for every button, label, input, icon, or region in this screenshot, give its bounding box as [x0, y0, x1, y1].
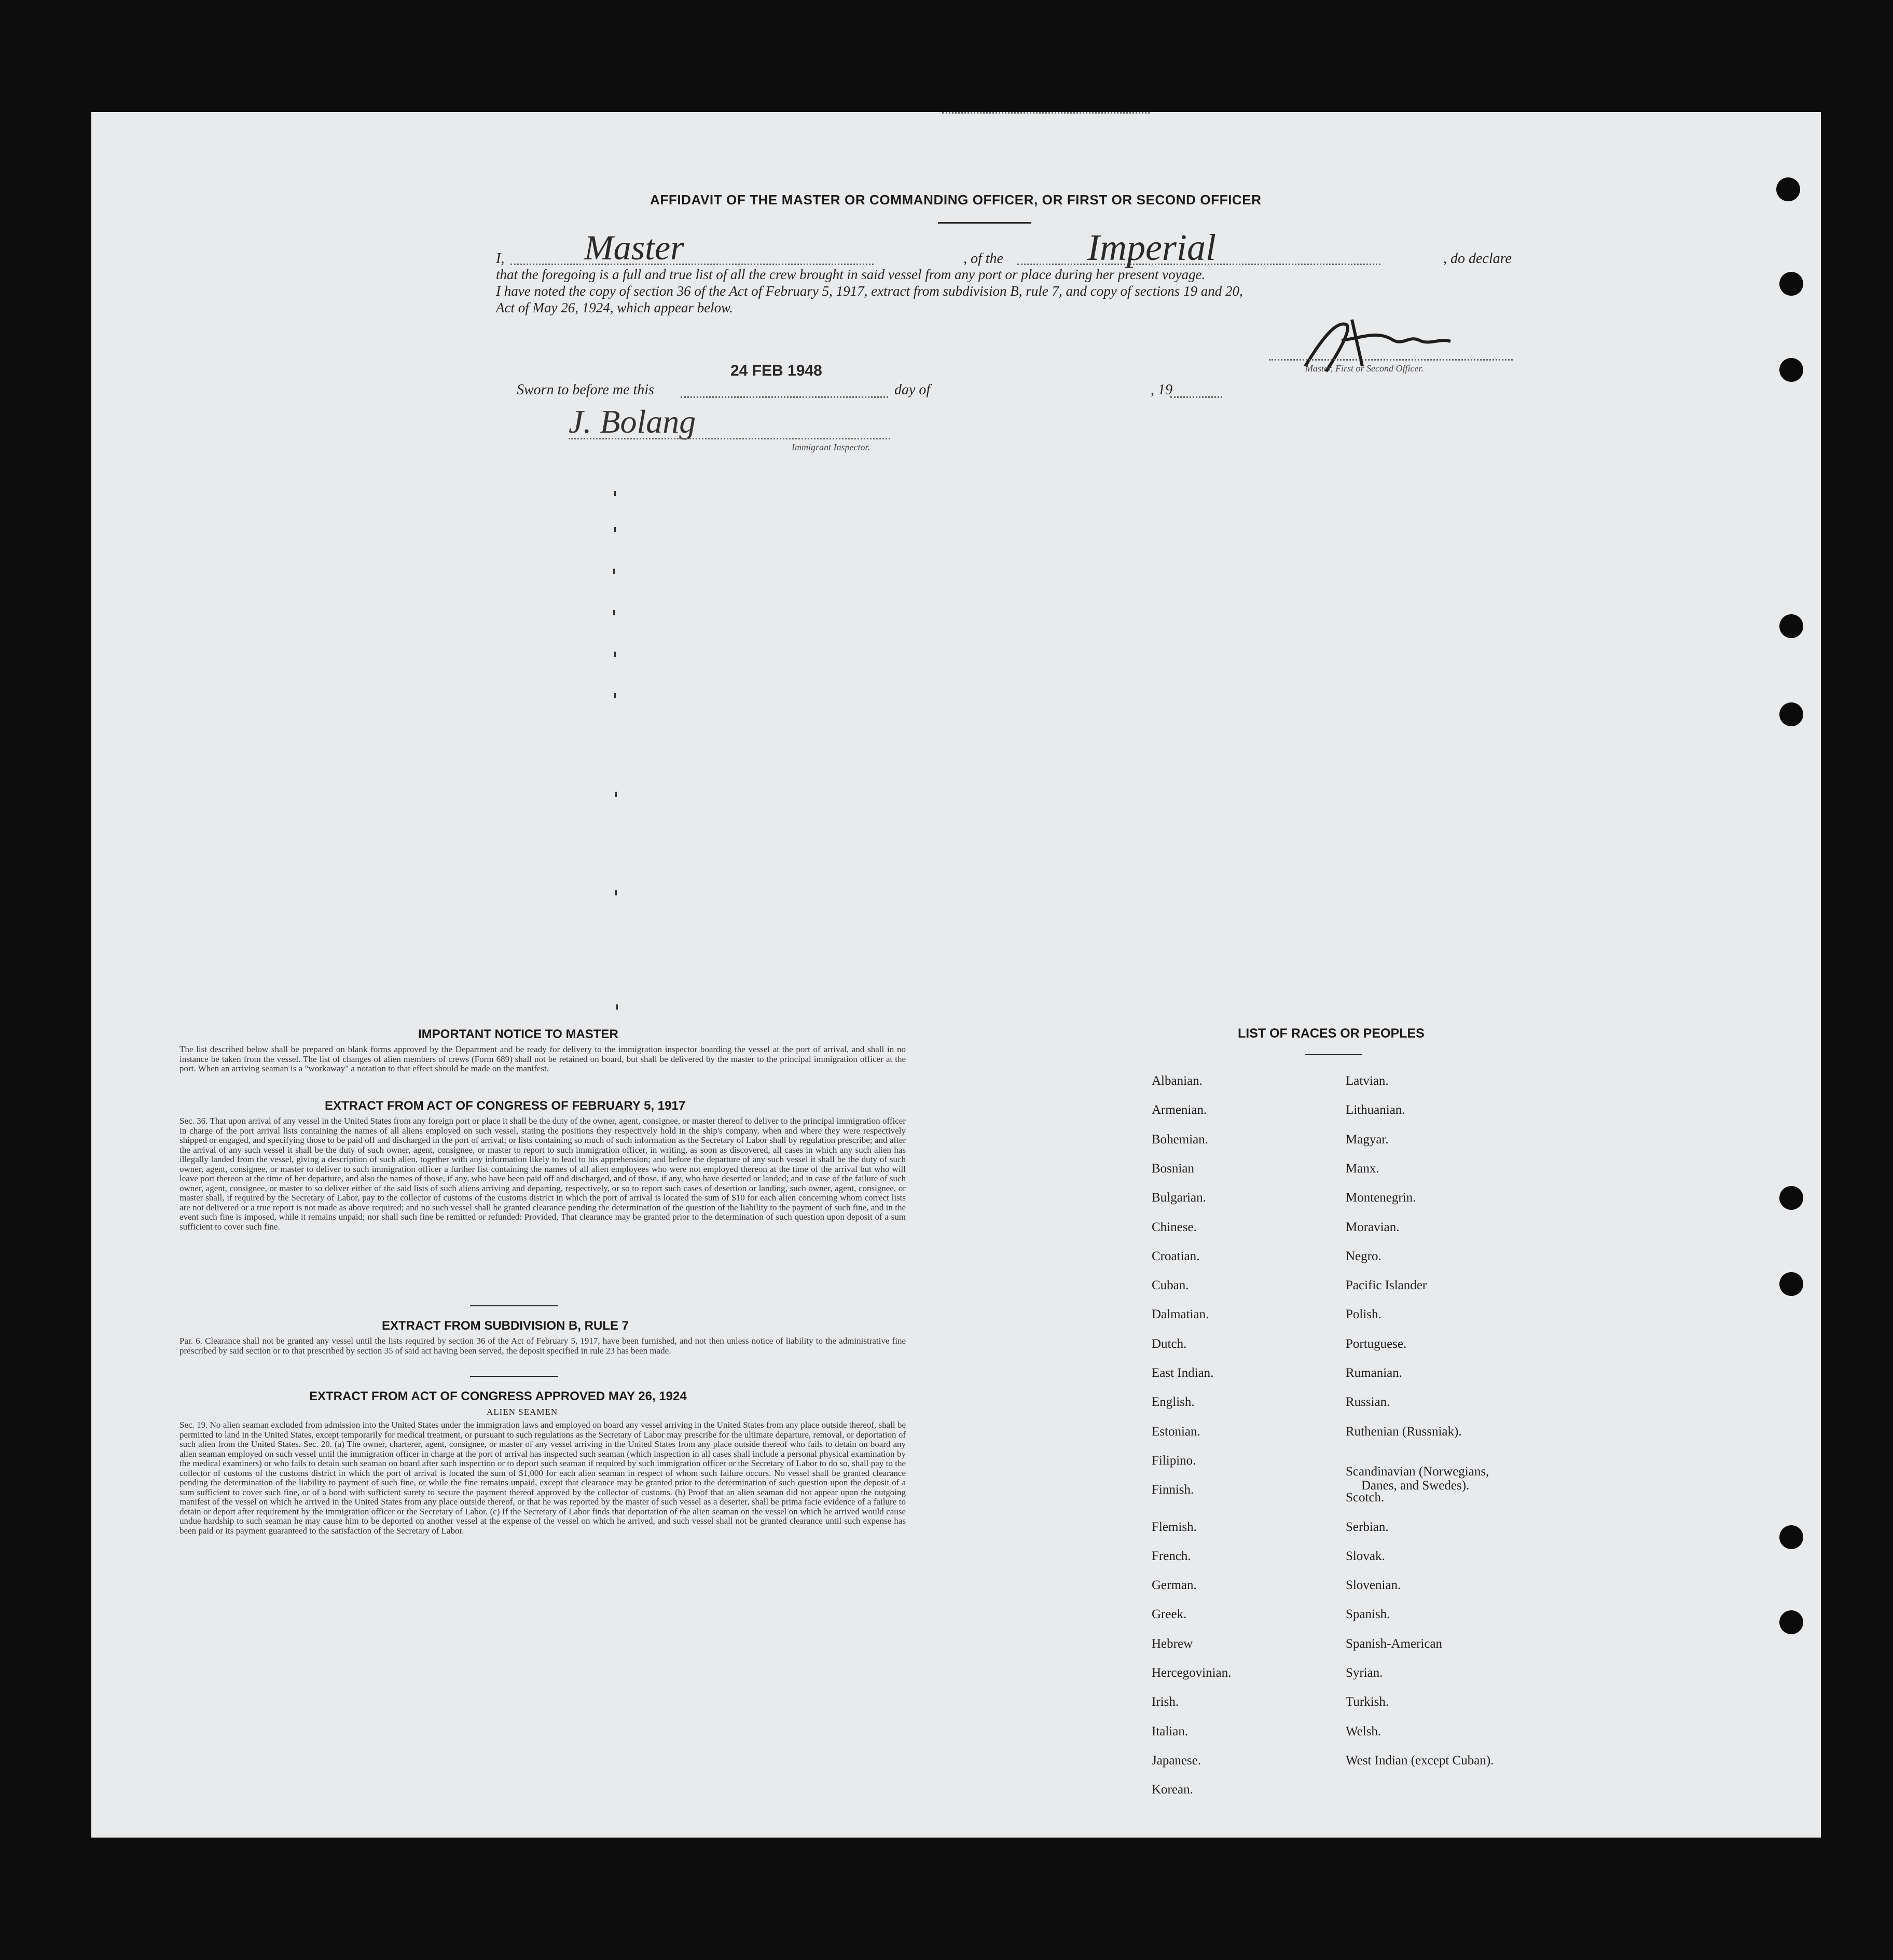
- race-item: Slovenian.: [1346, 1578, 1401, 1593]
- inspector-signature-line: [569, 438, 890, 439]
- race-item: Scotch.: [1346, 1490, 1385, 1505]
- section-divider: [470, 1305, 558, 1306]
- margin-mark: [614, 527, 616, 532]
- race-item: Estonian.: [1152, 1424, 1200, 1439]
- race-item: Montenegrin.: [1346, 1191, 1416, 1205]
- race-item: Flemish.: [1152, 1520, 1197, 1534]
- race-item: Syrian.: [1346, 1666, 1383, 1680]
- officer-signature-line: [1269, 359, 1513, 361]
- affidavit-line-4: Act of May 26, 1924, which appear below.: [496, 300, 733, 315]
- date-stamp: 24 FEB 1948: [730, 362, 822, 379]
- year-prefix-label: , 19: [1151, 382, 1172, 398]
- notice-text: The list described below shall be prepared on blank forms approved by the Department and be ready for delivery to the immigration inspector boarding the vessel at the port of arrival, and shall in no instance be taken from the vessel. The list of changes of alien members of crews (Form 689) shall not be retained on board, but shall be delivered by the master to the principal immigration officer at the port. When an arriving seaman is a "workaway" a notation to that effect should be made on the manifest.: [179, 1045, 906, 1073]
- extract-1917-text: Sec. 36. That upon arrival of any vessel in the United States from any foreign port or place it shall be the duty of the owner, agent, consignee, or master thereof to deliver to the principal immigration officer in charge of the port arrival lists containing the names of all aliens employed on such vessel, stating the positions they respectively hold in the ship's company, when and where they were respectively shipped or engaged, and specifying those to be paid off and discharged in the port of arrival; or lists containing so much of such information as the Secretary of Labor shall by regulation prescribe; and after the arrival of any such vessel it shall be the duty of such owner, agent, consignee, or master to report to such immigration officer, in writing, as soon as discovered, all cases in which any such alien has illegally landed from the vessel, giving a description of such alien, together with any information likely to lead to his apprehension; and before the departure of any such vessel it shall be the duty of such owner, agent, consignee, or master to deliver to such immigration officer a further list containing the names of all alien employees who were not employed thereon at the time of the arrival but who will leave port thereon at the time of her departure, and also the names of those, if any, who have been paid off and discharged, and of those, if any, who have deserted or landed; and in case of the failure of such owner, agent, consignee, or master to so deliver either of the said lists of such aliens arriving and departing, respectively, or so to report such cases of desertion or landing, such owner, agent, consignee, or master shall, if required by the Secretary of Labor, pay to the collector of customs of the customs district in which the port of arrival is located the sum of $10 for each alien concerning whom correct lists are not delivered or a true report is not made as above required; and no such vessel shall be granted clearance pending the determination of the question of the liability to the payment of such fine, and in the event such fine is imposed, while it remains unpaid; nor shall such fine be remitted or refunded: Provided, That clearance may be granted prior to the determination of such question upon deposit of a sum sufficient to cover such fine.: [179, 1116, 906, 1232]
- race-item: Danes, and Swedes).: [1361, 1479, 1470, 1493]
- title-underline: [938, 222, 1031, 224]
- race-item: Welsh.: [1346, 1724, 1381, 1738]
- race-item: Scandinavian (Norwegians,: [1346, 1465, 1489, 1479]
- extract-rule7-title: EXTRACT FROM SUBDIVISION B, RULE 7: [382, 1319, 629, 1333]
- race-item: Portuguese.: [1346, 1336, 1407, 1351]
- race-item: Finnish.: [1152, 1483, 1194, 1497]
- affidavit-line-2: that the foregoing is a full and true list of all the crew brought in said vessel from any port or place during her present voyage.: [496, 267, 1206, 282]
- binder-hole: [1776, 177, 1800, 201]
- rank-blank-line: [510, 264, 874, 265]
- race-item: Albanian.: [1152, 1074, 1203, 1088]
- section-divider: [470, 1376, 558, 1377]
- race-item: Greek.: [1152, 1607, 1187, 1622]
- race-item: Bosnian: [1152, 1161, 1194, 1176]
- race-item: English.: [1152, 1395, 1195, 1410]
- affidavit-of-the-label: , of the: [963, 251, 1003, 267]
- inspector-signature: J. Bolang: [569, 403, 696, 440]
- race-item: Hebrew: [1152, 1636, 1193, 1651]
- margin-mark: [615, 890, 617, 895]
- race-item: Latvian.: [1346, 1074, 1389, 1088]
- extract-rule7-text: Par. 6. Clearance shall not be granted any vessel until the lists required by section 36 of the Act of February 5, 1917, have been furnished, and not then unless notice of liability to the administrative fine prescribed by said section or to that prescribed by section 35 of said act having been served, the deposit specified in rule 23 has been made.: [179, 1336, 906, 1356]
- sworn-month-line: [942, 112, 1150, 114]
- race-item: Hercegovinian.: [1152, 1666, 1232, 1680]
- race-item: German.: [1152, 1578, 1197, 1593]
- binder-hole: [1779, 358, 1803, 382]
- race-item: Lithuanian.: [1346, 1103, 1405, 1117]
- extract-1924-subtitle: ALIEN SEAMEN: [487, 1407, 558, 1417]
- extract-1924-text: Sec. 19. No alien seaman excluded from admission into the United States under the immigration laws and employed on board any vessel arriving in the United States from any place outside thereof, shall be permitted to land in the United States, except temporarily for medical treatment, or pursuant to such regulations as the Secretary of Labor may prescribe for the ultimate departure, removal, or deportation of such alien from the United States. Sec. 20. (a) The owner, charterer, agent, consignee, or master of any vessel arriving in the United States from any place outside thereof who fails to detain on board any alien seaman employed on such vessel until the immigration officer in charge at the port of arrival has inspected such seaman (which inspection in all cases shall include a personal physical examination by the medical examiners) or who fails to detain such seaman on board after such inspection or to deport such seaman if required by such immigration officer or the Secretary of Labor to do so, shall pay to the collector of customs of the customs district in which the port of arrival is located the sum of $1,000 for each alien seaman in respect of whom such failure occurs. No vessel shall be granted clearance pending the determination of the liability to payment of such fine, or while the fine remains unpaid, except that clearance may be granted prior to the determination of such question upon the deposit of a sum sufficient to cover such fine, or of a bond with sufficient surety to secure the payment thereof approved by the collector of customs. (b) Proof that an alien seaman did not appear upon the outgoing manifest of the vessel on which he arrived in the United States from any place outside thereof, or that he was reported by the master of such vessel as a deserter, shall be prima facie evidence of a failure to detain or deport after requirement by the immigration officer or the Secretary of Labor. (c) If the Secretary of Labor finds that deportation of the alien seaman on the vessel on which he arrived would cause undue hardship to such seaman he may cause him to be deported on another vessel at the expense of the vessel on which he arrived, and such vessel shall not be granted clearance until such expense has been paid or its payment guaranteed to the satisfaction of the Secretary of Labor.: [179, 1420, 906, 1536]
- margin-mark: [616, 1004, 618, 1010]
- notice-title: IMPORTANT NOTICE TO MASTER: [418, 1027, 618, 1041]
- binder-hole: [1779, 272, 1803, 296]
- races-title-underline: [1305, 1054, 1362, 1055]
- race-item: Manx.: [1346, 1161, 1379, 1176]
- race-item: Chinese.: [1152, 1220, 1197, 1234]
- sworn-label: Sworn to before me this: [517, 382, 654, 398]
- extract-1917-title: EXTRACT FROM ACT OF CONGRESS OF FEBRUARY 5, 1917: [325, 1099, 686, 1113]
- officer-caption: Master, First or Second Officer.: [1305, 363, 1424, 374]
- race-item: Bulgarian.: [1152, 1191, 1206, 1205]
- margin-mark: [613, 569, 615, 574]
- affidavit-i-label: I,: [496, 251, 505, 267]
- race-item: Pacific Islander: [1346, 1278, 1427, 1293]
- race-item: Turkish.: [1346, 1695, 1389, 1709]
- race-item: Ruthenian (Russniak).: [1346, 1424, 1462, 1439]
- binder-hole: [1779, 702, 1803, 726]
- handwritten-vessel: Imperial: [1087, 227, 1216, 268]
- race-item: Italian.: [1152, 1724, 1189, 1738]
- race-item: Dutch.: [1152, 1336, 1187, 1351]
- sworn-year-line: [1170, 396, 1222, 398]
- margin-mark: [613, 610, 615, 615]
- race-item: Irish.: [1152, 1695, 1179, 1709]
- race-item: Dalmatian.: [1152, 1307, 1209, 1322]
- race-item: Croatian.: [1152, 1249, 1200, 1263]
- race-item: East Indian.: [1152, 1366, 1214, 1380]
- affidavit-title: AFFIDAVIT OF THE MASTER OR COMMANDING OFFICER, OR FIRST OR SECOND OFFICER: [650, 192, 1262, 208]
- races-title: LIST OF RACES OR PEOPLES: [1238, 1026, 1425, 1041]
- race-item: Slovak.: [1346, 1549, 1385, 1563]
- day-of-label: day of: [894, 382, 931, 398]
- race-item: Serbian.: [1346, 1520, 1389, 1534]
- margin-mark: [615, 792, 617, 797]
- inspector-caption: Immigrant Inspector.: [792, 442, 870, 452]
- race-item: Bohemian.: [1152, 1132, 1209, 1147]
- binder-hole: [1779, 1272, 1803, 1296]
- margin-mark: [614, 652, 616, 657]
- binder-hole: [1779, 1186, 1803, 1210]
- race-item: Spanish.: [1346, 1607, 1390, 1622]
- race-item: Magyar.: [1346, 1132, 1389, 1147]
- handwritten-rank: Master: [584, 228, 684, 267]
- margin-mark: [614, 491, 616, 496]
- binder-hole: [1779, 1610, 1803, 1634]
- affidavit-line-3: I have noted the copy of section 36 of the Act of February 5, 1917, extract from subdivision B, rule 7, and copy of sections 19 and 20,: [496, 283, 1243, 299]
- race-item: Rumanian.: [1346, 1366, 1403, 1380]
- extract-1924-title: EXTRACT FROM ACT OF CONGRESS APPROVED MAY 26, 1924: [309, 1389, 687, 1403]
- race-item: French.: [1152, 1549, 1191, 1563]
- race-item: Negro.: [1346, 1249, 1381, 1263]
- binder-hole: [1779, 1525, 1803, 1549]
- race-item: Armenian.: [1152, 1103, 1207, 1117]
- binder-hole: [1779, 614, 1803, 638]
- race-item: Moravian.: [1346, 1220, 1400, 1234]
- race-item: Polish.: [1346, 1307, 1381, 1322]
- document-sheet: [91, 112, 1821, 1838]
- race-item: Russian.: [1346, 1395, 1390, 1410]
- race-item: Spanish-American: [1346, 1636, 1443, 1651]
- race-item: West Indian (except Cuban).: [1346, 1753, 1494, 1768]
- affidavit-do-declare-label: , do declare: [1443, 251, 1512, 267]
- race-item: Filipino.: [1152, 1453, 1196, 1468]
- sworn-day-line: [681, 396, 888, 398]
- race-item: Korean.: [1152, 1783, 1193, 1797]
- margin-mark: [614, 693, 616, 698]
- race-item: Cuban.: [1152, 1278, 1189, 1293]
- race-item: Japanese.: [1152, 1753, 1201, 1768]
